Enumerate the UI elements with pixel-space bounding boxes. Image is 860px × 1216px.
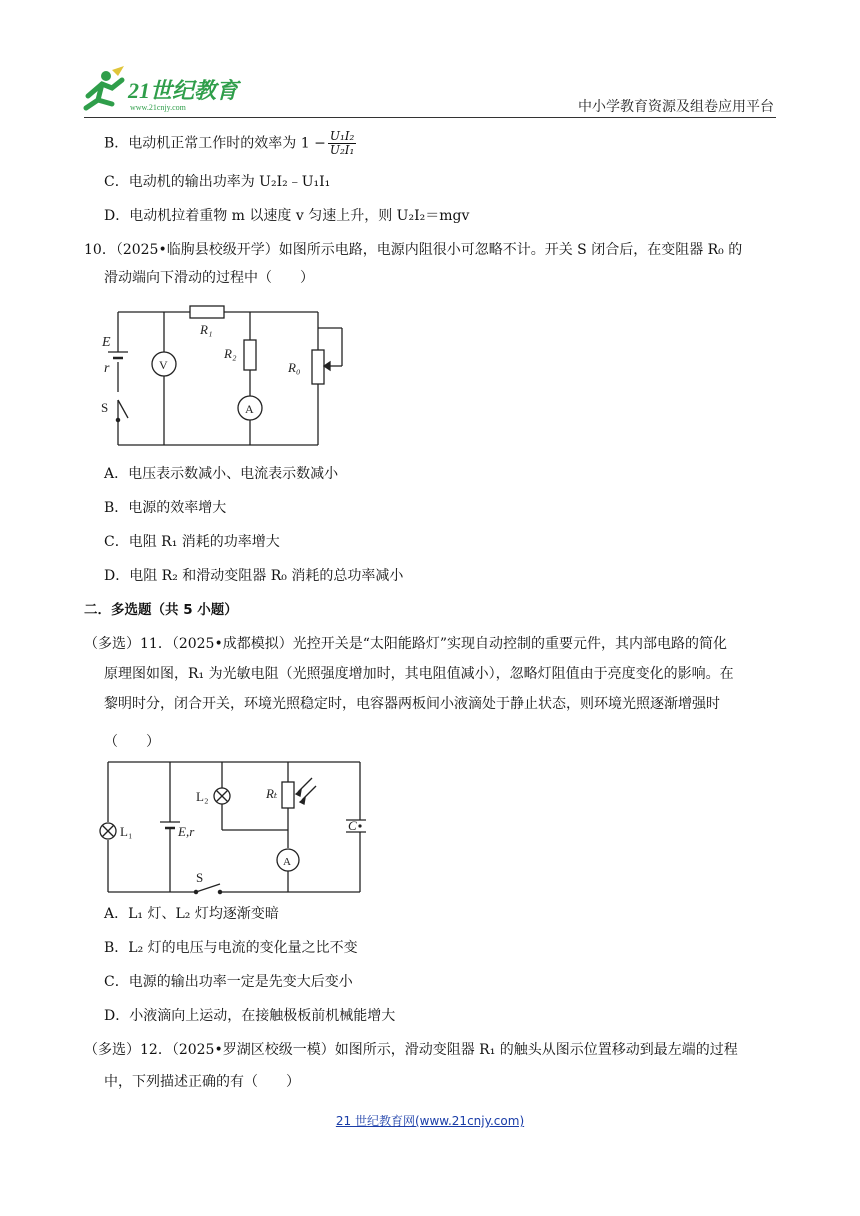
- svg-text:E,r: E,r: [178, 824, 195, 839]
- q11-circuit-diagram: [96, 756, 366, 898]
- q9-option-d: D．电动机拉着重物 m 以速度 v 匀速上升，则 U₂I₂＝mgv: [104, 208, 470, 224]
- q10-option-c: C．电阻 R₁ 消耗的功率增大: [104, 534, 280, 550]
- resistor-r2-icon: [244, 340, 256, 370]
- svg-text:L₁: L₁: [120, 824, 133, 839]
- footer-link[interactable]: 21 世纪教育网(www.21cnjy.com): [335, 1114, 525, 1128]
- q10-circuit-diagram: [98, 300, 360, 450]
- efficiency-fraction: $\frac{\text{U₁I₂}}{\text{U₂I₁}}$: [329, 129, 355, 157]
- header-divider: [84, 117, 776, 118]
- q11-stem-line1: （多选）11．（2025•成都模拟）光控开关是“太阳能路灯”实现自动控制的重要元件，其内部电路的简化: [84, 636, 728, 652]
- section-title-multi-choice: 二．多选题（共 5 小题）: [84, 602, 238, 618]
- q12-stem-line1: （多选）12．（2025•罗湖区校级一模）如图所示，滑动变阻器 R₁ 的触头从图示位置移动到最左端的过程: [84, 1042, 738, 1058]
- resistor-r1-icon: [190, 306, 224, 318]
- svg-text:R₂: R₂: [224, 346, 237, 361]
- svg-text:A: A: [283, 856, 291, 868]
- q10-stem-line1: 10．（2025•临朐县校级开学）如图所示电路，电源内阻很小可忽略不计。开关 S 闭合后，在变阻器 R₀ 的: [84, 242, 743, 258]
- photoresistor-icon: [282, 782, 294, 808]
- svg-text:S: S: [196, 870, 204, 885]
- q9-option-c: C．电动机的输出功率为 U₂I₂﹣U₁I₁: [104, 174, 331, 190]
- q11-stem-line3: 黎明时分，闭合开关，环境光照稳定时，电容器两板间小液滴处于静止状态，则环境光照逐渐增强时: [104, 696, 720, 712]
- switch-icon: [196, 884, 220, 892]
- svg-text:R₁: R₁: [200, 322, 213, 337]
- svg-text:www.21cnjy.com: www.21cnjy.com: [130, 103, 186, 112]
- svg-text:C: C: [348, 818, 357, 833]
- svg-text:L₂: L₂: [196, 789, 209, 804]
- q11-option-c: C．电源的输出功率一定是先变大后变小: [104, 974, 353, 990]
- site-logo: [78, 66, 248, 114]
- q10-option-b: B．电源的效率增大: [104, 500, 227, 516]
- header-platform-text: 中小学教育资源及组卷应用平台: [578, 99, 774, 115]
- q10-option-a: A．电压表示数减小、电流表示数减小: [104, 466, 339, 482]
- q10-option-d: D．电阻 R₂ 和滑动变阻器 R₀ 消耗的总功率减小: [104, 568, 404, 584]
- svg-text:V: V: [159, 358, 168, 372]
- svg-text:A: A: [245, 402, 254, 416]
- q10-stem-line2: 滑动端向下滑动的过程中（ ）: [104, 270, 314, 286]
- droplet-icon: [358, 824, 361, 827]
- svg-text:Rₜ: Rₜ: [266, 786, 278, 801]
- rheostat-r0-icon: [312, 350, 324, 384]
- q11-stem-line4: （ ）: [104, 734, 160, 750]
- q11-option-a: A．L₁ 灯、L₂ 灯均逐渐变暗: [104, 906, 279, 922]
- svg-text:R₀: R₀: [288, 360, 301, 375]
- svg-text:S: S: [101, 400, 109, 415]
- switch-icon: [118, 400, 128, 418]
- q11-stem-line2: 原理图如图，R₁ 为光敏电阻（光照强度增加时，其电阻值减小），忽略灯阻值由于亮度变化的影响。在: [104, 666, 734, 682]
- svg-text:21世纪教育: 21世纪教育: [128, 78, 239, 103]
- runner-icon: [86, 66, 124, 108]
- q12-stem-line2: 中，下列描述正确的有（ ）: [104, 1074, 300, 1090]
- svg-text:E: E: [102, 335, 111, 350]
- q11-option-d: D．小液滴向上运动，在接触极板前机械能增大: [104, 1008, 396, 1024]
- q9-option-b: B．电动机正常工作时的效率为 1 − $\frac{\text{U₁I₂}}{\text{U₂I₁}}$: [104, 129, 355, 157]
- q11-option-b: B．L₂ 灯的电压与电流的变化量之比不变: [104, 940, 358, 956]
- svg-text:r: r: [104, 361, 110, 376]
